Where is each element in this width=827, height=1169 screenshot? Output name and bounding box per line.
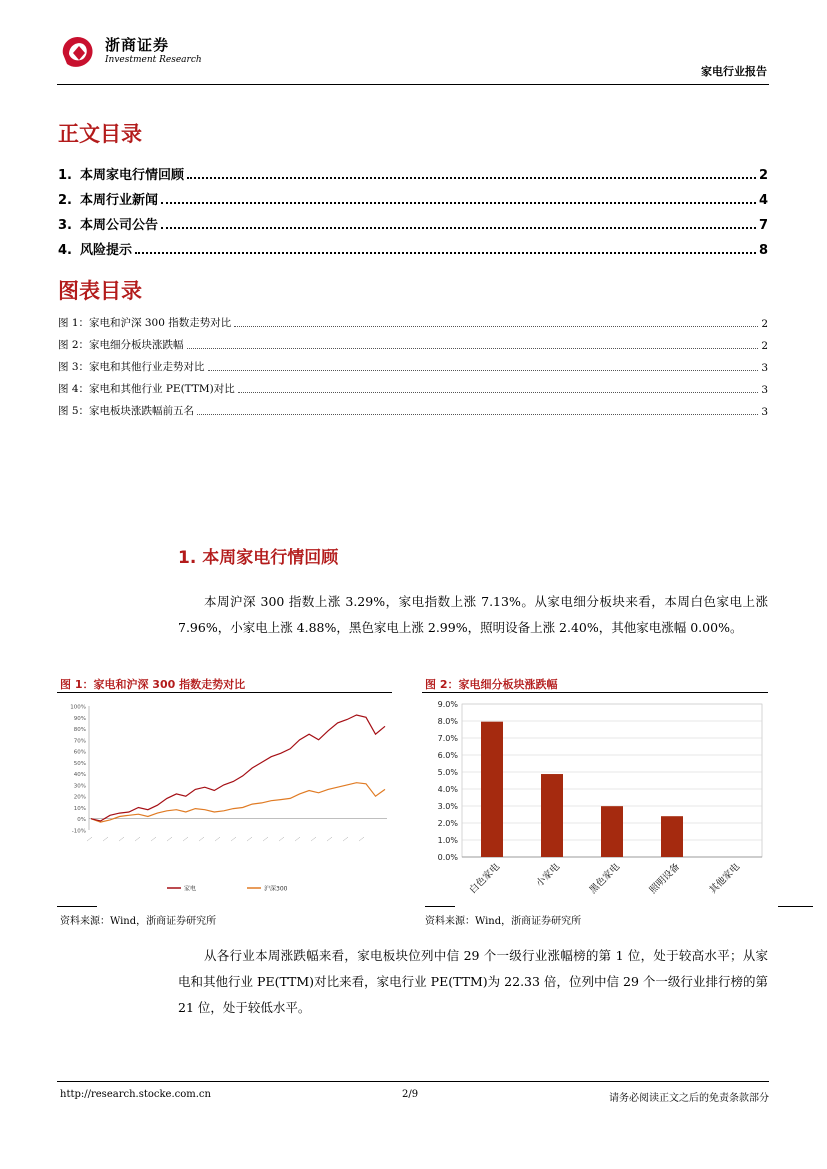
series-line-0 — [91, 715, 385, 821]
x-tick-label: ···· — [149, 835, 159, 844]
figure-toc-page: 3 — [761, 362, 768, 374]
bar-0 — [481, 722, 503, 857]
toc-item-label: 风险提示 — [80, 243, 133, 258]
y-tick-label: 9.0% — [437, 700, 458, 709]
x-tick-label: ···· — [213, 835, 223, 844]
logo-text-en: Investment Research — [105, 55, 202, 65]
toc-item-label: 本周公司公告 — [80, 218, 159, 233]
bar-2 — [601, 806, 623, 857]
x-tick-label: ···· — [325, 835, 335, 844]
toc-leader — [208, 370, 759, 371]
figure-toc-item[interactable] — [58, 403, 768, 418]
logo-text-cn: 浙商证券 — [105, 36, 170, 54]
figure-toc-page: 2 — [761, 340, 768, 352]
toc-leader — [187, 177, 756, 179]
report-type: 家电行业报告 — [701, 65, 767, 78]
y-tick-label: 90% — [73, 715, 86, 722]
y-tick-label: 0.0% — [437, 853, 458, 862]
y-tick-label: 40% — [73, 772, 86, 779]
toc-item-page: 7 — [758, 218, 768, 233]
figure1-line-chart — [57, 698, 392, 903]
y-tick-label: 7.0% — [437, 734, 458, 743]
y-tick-label: 60% — [73, 749, 86, 756]
figure-toc-item[interactable] — [58, 381, 768, 396]
company-logo — [57, 30, 202, 74]
y-tick-label: 70% — [73, 738, 86, 745]
y-tick-label: 6.0% — [437, 751, 458, 760]
legend-label: 沪深300 — [264, 885, 288, 893]
section-title: 1. 本周家电行情回顾 — [178, 548, 339, 568]
toc-item-number: 2. — [58, 193, 72, 208]
footer-disclaimer: 请务必阅读正文之后的免责条款部分 — [609, 1093, 769, 1104]
x-tick-label: ···· — [245, 835, 255, 844]
x-tick-label: ···· — [197, 835, 207, 844]
figure-toc-page: 3 — [761, 406, 768, 418]
toc-item[interactable] — [58, 214, 768, 233]
x-tick-label: 照明设备 — [647, 861, 683, 897]
toc-item-number: 3. — [58, 218, 72, 233]
page-number: 2/9 — [402, 1089, 419, 1100]
toc-leader — [135, 252, 756, 254]
series-line-1 — [91, 783, 385, 822]
toc-leader — [197, 414, 758, 415]
y-tick-label: 10% — [73, 805, 86, 812]
toc-leader — [161, 202, 756, 204]
toc-leader — [238, 392, 759, 393]
x-tick-label: ···· — [85, 835, 95, 844]
figure2-title: 图 2：家电细分板块涨跌幅 — [425, 678, 558, 691]
logo-emblem-icon — [57, 30, 101, 74]
x-tick-label: ···· — [309, 835, 319, 844]
toc-leader — [234, 326, 758, 327]
y-tick-label: 5.0% — [437, 768, 458, 777]
legend-label: 家电 — [184, 885, 197, 893]
y-tick-label: 80% — [73, 727, 86, 734]
bar-1 — [541, 774, 563, 857]
bar-3 — [661, 816, 683, 857]
toc-heading: 正文目录 — [58, 122, 142, 146]
x-tick-label: 小家电 — [534, 861, 563, 890]
x-tick-label: ···· — [181, 835, 191, 844]
y-tick-label: 3.0% — [437, 802, 458, 811]
toc-item[interactable] — [58, 239, 768, 258]
y-tick-label: 100% — [70, 704, 86, 711]
figure1-source: 资料来源：Wind，浙商证券研究所 — [60, 916, 217, 927]
x-tick-label: 白色家电 — [467, 861, 503, 897]
x-tick-label: 黑色家电 — [587, 861, 623, 897]
y-tick-label: 30% — [73, 783, 86, 790]
x-tick-label: ···· — [229, 835, 239, 844]
x-tick-label: ···· — [165, 835, 175, 844]
y-tick-label: 8.0% — [437, 717, 458, 726]
header-divider — [57, 84, 769, 85]
figure-toc-label: 图 5：家电板块涨跌幅前五名 — [58, 405, 195, 417]
figure-toc-label: 图 1：家电和沪深 300 指数走势对比 — [58, 317, 232, 329]
toc-item-label: 本周行业新闻 — [80, 193, 159, 208]
figure1-top-rule — [57, 692, 392, 693]
toc-leader — [161, 227, 756, 229]
figure2-bar-chart — [422, 696, 768, 906]
x-tick-label: ···· — [357, 835, 367, 844]
toc-item-label: 本周家电行情回顾 — [80, 168, 185, 183]
y-tick-label: 2.0% — [437, 819, 458, 828]
y-tick-label: 4.0% — [437, 785, 458, 794]
x-tick-label: ···· — [341, 835, 351, 844]
figure-toc-item[interactable] — [58, 359, 768, 374]
y-tick-label: 1.0% — [437, 836, 458, 845]
x-tick-label: ···· — [101, 835, 111, 844]
section-paragraph-1: 本周沪深 300 指数上涨 3.29%，家电指数上涨 7.13%。从家电细分板块来看，本周白色家电上涨 7.96%，小家电上涨 4.88%，黑色家电上涨 2.99%，照明设备上涨 2.40%，其他家电涨幅 0.00%。 — [178, 594, 768, 635]
y-tick-label: 0% — [77, 817, 86, 824]
footer-url[interactable]: http://research.stocke.com.cn — [60, 1089, 211, 1100]
figure-toc-page: 2 — [761, 318, 768, 330]
x-tick-label: ···· — [117, 835, 127, 844]
toc-item[interactable] — [58, 164, 768, 183]
x-tick-label: ···· — [293, 835, 303, 844]
figure-toc-page: 3 — [761, 384, 768, 396]
figure2-top-rule — [422, 692, 768, 693]
y-tick-label: 50% — [73, 760, 86, 767]
toc-leader — [187, 348, 759, 349]
figure2-bottom-rule-left — [425, 906, 455, 907]
toc-item-page: 4 — [758, 193, 768, 208]
figure2-bottom-rule-right — [778, 906, 813, 907]
x-tick-label: 其他家电 — [707, 861, 743, 897]
figure2-source: 资料来源：Wind，浙商证券研究所 — [425, 916, 582, 927]
y-tick-label: -10% — [71, 828, 86, 835]
x-tick-label: ···· — [261, 835, 271, 844]
toc-item-number: 1. — [58, 168, 72, 183]
toc-item-page: 8 — [758, 243, 768, 258]
section-paragraph-2: 从各行业本周涨跌幅来看，家电板块位列中信 29 个一级行业涨幅榜的第 1 位，处于较高水平；从家电和其他行业 PE(TTM)对比来看，家电行业 PE(TTM)为 22.33 倍，位列中信 29 个一级行业排行榜的第 21 位，处于较低水平。 — [178, 948, 768, 1015]
figure1-title: 图 1：家电和沪深 300 指数走势对比 — [60, 678, 246, 691]
figure-toc-item[interactable] — [58, 337, 768, 352]
footer-divider — [57, 1081, 769, 1082]
figure-toc-label: 图 2：家电细分板块涨跌幅 — [58, 339, 184, 351]
figure-toc-label: 图 3：家电和其他行业走势对比 — [58, 361, 205, 373]
figures-toc-heading: 图表目录 — [58, 279, 142, 303]
figure-toc-label: 图 4：家电和其他行业 PE(TTM)对比 — [58, 383, 235, 395]
toc-item[interactable] — [58, 189, 768, 208]
x-tick-label: ···· — [277, 835, 287, 844]
toc-item-number: 4. — [58, 243, 72, 258]
y-tick-label: 20% — [73, 794, 86, 801]
figure1-bottom-rule — [57, 906, 97, 907]
toc-item-page: 2 — [758, 168, 768, 183]
figure-toc-item[interactable] — [58, 315, 768, 330]
x-tick-label: ···· — [133, 835, 143, 844]
